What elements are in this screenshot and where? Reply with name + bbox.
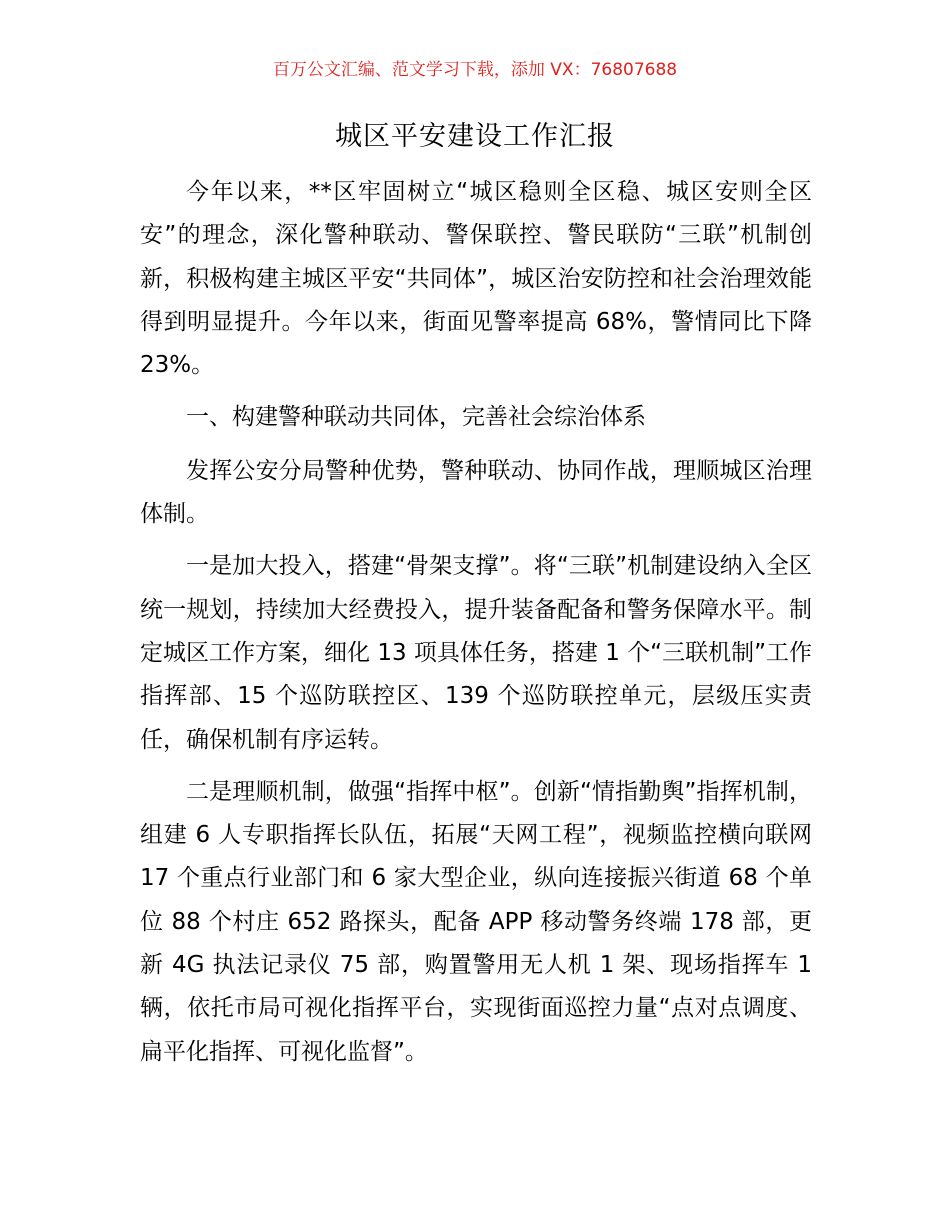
document-title: 城区平安建设工作汇报 (335, 121, 615, 152)
paragraph-point-one: 一是加大投入，搭建“骨架支撑”。将“三联”机制建设纳入全区统一规划，持续加大经费投入，提升装备配备和警务保障水平。制定城区工作方案，细化 13 项具体任务，搭建 1 个“三联机制”工作指挥部、15 个巡防联控区、139 个巡防联控单元，层级压实责任，确保机制有序运转。 (140, 553, 812, 753)
section-heading: 一、构建警种联动共同体，完善社会综治体系 (186, 404, 646, 431)
header-note: 百万公文汇编、范文学习下载，添加 VX：76807688 (272, 60, 678, 80)
paragraph-section-intro: 发挥公安分局警种优势，警种联动、协同作战，理顺城区治理体制。 (140, 457, 812, 528)
paragraph-intro: 今年以来，**区牢固树立“城区稳则全区稳、城区安则全区安”的理念，深化警种联动、警保联控、警民联防“三联”机制创新，积极构建主城区平安“共同体”，城区治安防控和社会治理效能得到明显提升。今年以来，街面见警率提高 68%，警情同比下降 23%。 (140, 179, 812, 379)
document-body (140, 171, 812, 1083)
paragraph-point-two: 二是理顺机制，做强“指挥中枢”。创新“情指勤舆”指挥机制，组建 6 人专职指挥长队伍，拓展“天网工程”，视频监控横向联网 17 个重点行业部门和 6 家大型企业，纵向连接振兴街道 68 个单位 88 个村庄 652 路探头，配备 APP 移动警务终端 178 部，更新 4G 执法记录仪 75 部，购置警用无人机 1 架、现场指挥车 1 辆，依托市局可视化指挥平台，实现街面巡控力量“点对点调度、扁平化指挥、可视化监督”。 (140, 778, 812, 1065)
